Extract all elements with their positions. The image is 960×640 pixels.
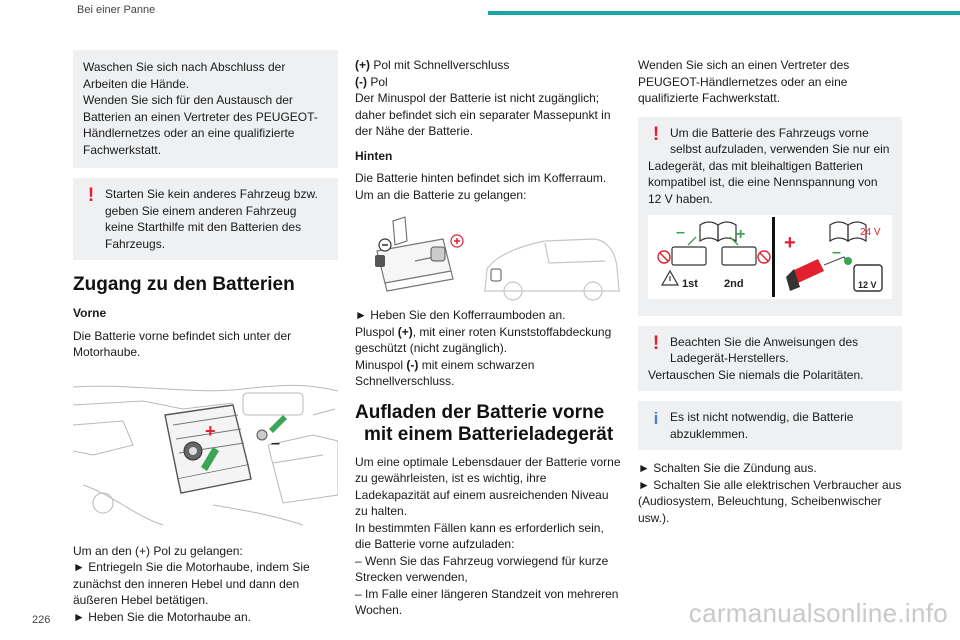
charging-case-1: – Wenn Sie das Fahrzeug vorwiegend für kurze Strecken verwenden, — [355, 553, 609, 584]
front-steps-intro: Um an den (+) Pol zu gelangen: — [73, 543, 243, 558]
minus-pole-note: Der Minuspol der Batterie ist nicht zugänglich; daher befindet sich ein separater Massepunkt in der Nähe der Batterie. — [355, 91, 611, 138]
running-head: Bei einer Panne — [77, 4, 156, 16]
warning-box-polarity — [638, 326, 902, 392]
plus-symbol: (+) — [355, 58, 370, 72]
rear-location-text: Die Batterie hinten befindet sich im Kofferraum. — [355, 171, 607, 185]
plus-pole-text: Pol mit Schnellverschluss — [370, 58, 510, 72]
front-battery-illustration — [73, 375, 338, 535]
warning-charger-line-2: Ladegerät, das mit bleihaltigen Batterien kompatibel ist, die eine Nennspannung von 12 V haben. — [648, 158, 878, 206]
minus-pole-line — [355, 74, 622, 91]
svg-text:–: – — [832, 244, 841, 261]
pictogram-label-24v: 24 V — [860, 227, 881, 238]
minus-pole-text: Pol — [367, 74, 388, 89]
pictogram-label-12v: 12 V — [858, 280, 877, 290]
header-rule — [488, 11, 960, 15]
subtitle-rear: Hinten — [355, 148, 393, 163]
warning-jump-start-line-2: geben Sie einem anderen Fahrzeug keine Starthilfe mit den Batterien des Fahrzeugs. — [105, 203, 302, 251]
wash-note-line-2: Wenden Sie sich für den Austausch der Batterien an einen Vertreter des PEUGEOT-Händlernetzes oder an eine qualifizierte Fachwerkstatt. — [83, 93, 318, 157]
warning-polarity-line-1: Beachten Sie die Anweisungen des — [670, 334, 859, 349]
warning-jump-start-line-1: Starten Sie kein anderes Fahrzeug bzw. — [105, 187, 318, 201]
charging-step-1: ► Schalten Sie die Zündung aus. — [638, 461, 817, 475]
info-line-1: Es ist nicht notwendig, die Batterie — [670, 410, 854, 424]
page-number: 226 — [32, 614, 51, 626]
charging-case-2: – Im Falle einer längeren Standzeit von mehreren Wochen. — [355, 586, 619, 617]
rear-plus-label: Pluspol — [355, 324, 398, 339]
column-middle — [355, 57, 622, 619]
charging-text-1: Um eine optimale Lebensdauer der Batterie vorne zu gewährleisten, ist es wichtig, ihre Ladekapazität auf einem ausreichenden Niveau zu halten. — [355, 454, 621, 518]
column-left — [73, 50, 338, 625]
column-right — [638, 57, 902, 526]
rear-step-1: ► Heben Sie den Kofferraumboden an. — [355, 308, 566, 322]
warning-icon: ! — [652, 123, 660, 145]
subtitle-front: Vorne — [73, 306, 107, 320]
rear-access-text: Um an die Batterie zu gelangen: — [355, 187, 527, 202]
front-fig-plus-label: + — [205, 420, 216, 441]
front-fig-minus-label: – — [271, 434, 280, 452]
front-step-2: ► Heben Sie die Motorhaube an. — [73, 609, 251, 624]
charger-pictogram — [648, 215, 892, 304]
pictogram-label-second: 2nd — [724, 278, 744, 290]
svg-text:+: + — [736, 226, 746, 243]
warning-icon: ! — [87, 185, 95, 206]
wash-note-line-1: Waschen Sie sich nach Abschluss der Arbeiten die Hände. — [83, 60, 286, 91]
minus-symbol: (-) — [355, 74, 367, 89]
front-location-text: Die Batterie vorne befindet sich unter der Motorhaube. — [73, 328, 292, 359]
svg-text:–: – — [676, 224, 685, 241]
rear-minus-symbol: (-) — [406, 357, 419, 372]
info-line-2: abzuklemmen. — [670, 426, 749, 441]
watermark: carmanualsonline.info — [688, 598, 948, 628]
charging-text-2: In bestimmten Fällen kann es erforderlich sein, die Batterie vorne aufzuladen: — [355, 520, 604, 551]
warning-icon: ! — [652, 332, 660, 354]
warning-box-charger — [638, 117, 902, 316]
warning-box-jump-start — [73, 178, 338, 260]
svg-text:+: + — [784, 232, 796, 254]
section-title-charging — [355, 402, 622, 446]
rear-minus-pole — [355, 357, 622, 390]
info-icon: i — [653, 409, 659, 428]
rear-plus-pole — [355, 324, 622, 357]
front-step-1: ► Entriegeln Sie die Motorhaube, indem Sie zunächst den inneren Hebel und dann den äußeren Hebel betätigen. — [73, 560, 310, 607]
pictogram-label-first: 1st — [682, 278, 698, 290]
dealer-intro-text: Wenden Sie sich an einen Vertreter des PEUGEOT-Händlernetzes oder an eine qualifizierte Fachwerkstatt. — [638, 58, 850, 105]
plus-pole-line — [355, 57, 622, 74]
wash-note-box — [73, 50, 338, 168]
rear-plus-symbol: (+) — [397, 324, 413, 339]
rear-minus-desc: mit einem schwarzen Schnellverschluss. — [355, 357, 535, 388]
warning-polarity-line-3: Vertauschen Sie niemals die Polaritäten. — [648, 367, 864, 382]
charging-step-2: ► Schalten Sie alle elektrischen Verbraucher aus (Audiosystem, Beleuchtung, Scheibenwischer usw.). — [638, 477, 902, 525]
rear-minus-label: Minuspol — [355, 357, 407, 372]
warning-charger-line-1: Um die Batterie des Fahrzeugs vorne selbst aufzuladen, verwenden Sie nur ein — [670, 125, 890, 156]
section-title-battery-access: Zugang zu den Batterien — [73, 274, 295, 295]
section-title-charging-line-1: Aufladen der Batterie vorne — [355, 401, 605, 423]
section-title-charging-line-2: mit einem Batterieladegerät — [364, 423, 614, 445]
warning-polarity-line-2: Ladegerät-Herstellers. — [670, 351, 789, 365]
info-box-disconnect — [638, 401, 902, 450]
rear-battery-illustration — [355, 211, 622, 301]
rear-plus-desc: , mit einer roten Kunststoffabdeckung geschützt (nicht zugänglich). — [355, 324, 612, 355]
